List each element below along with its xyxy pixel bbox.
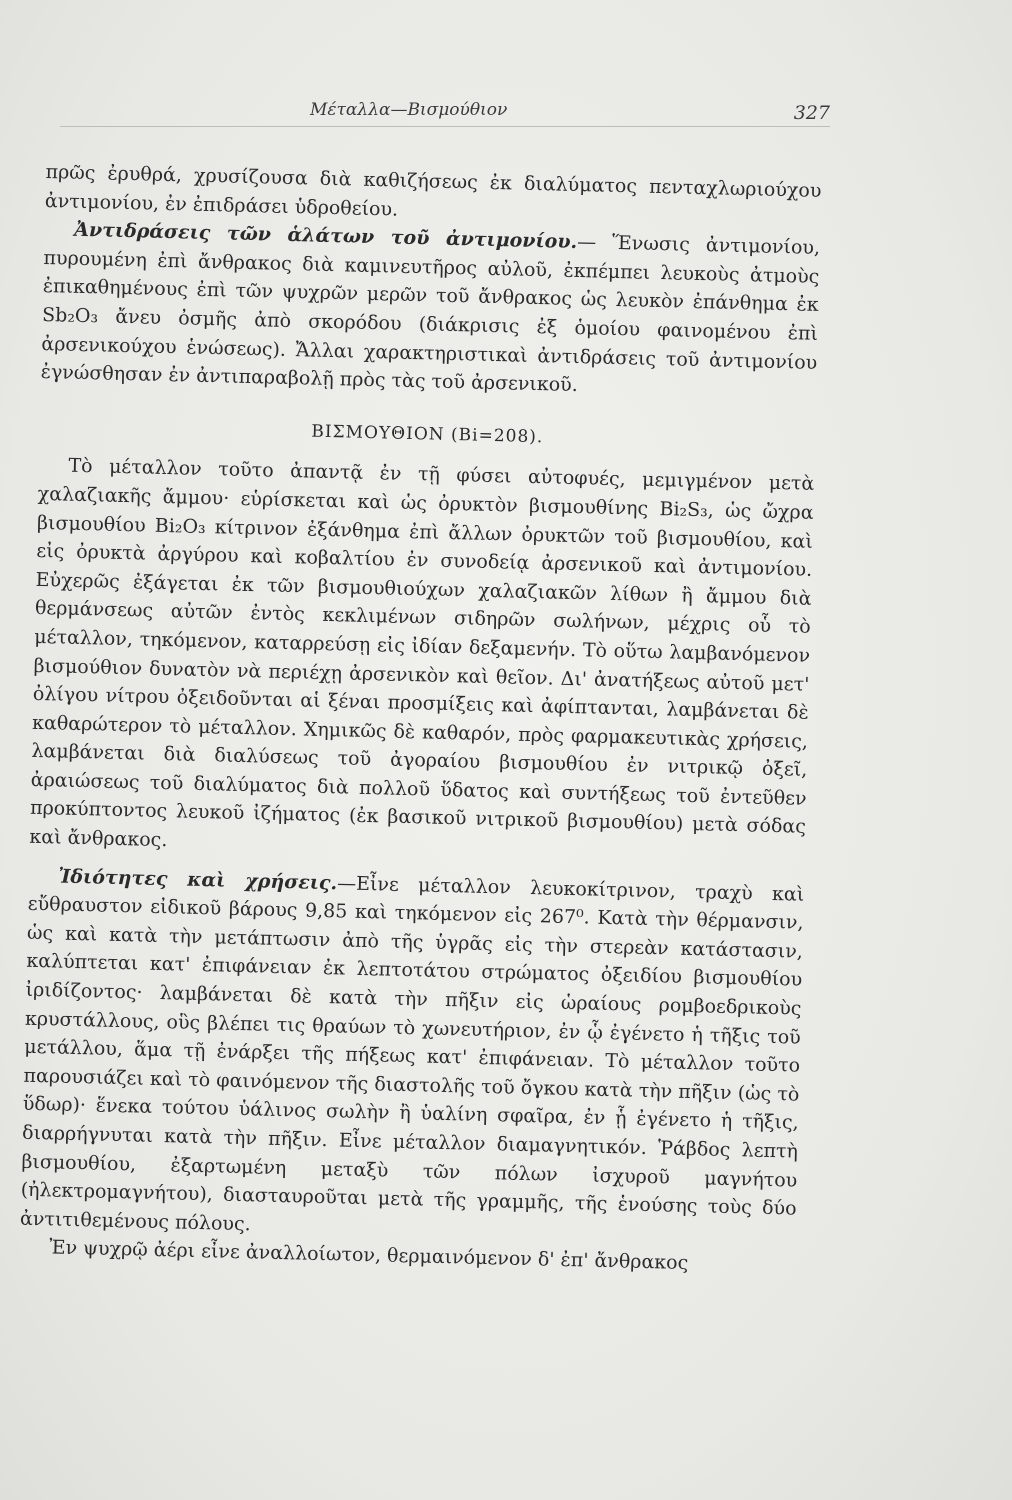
reactions-text: — Ἕνωσις ἀντιμονίου, πυρουμένη ἐπὶ ἄνθρακος διὰ καμινευτῆρος αὐλοῦ, ἐκπέμπει λευκοὺς ἀτμοὺς ἐπικαθημένους ἐπὶ τῶν ψυχρῶν μερῶν τοῦ ἄνθρακος ὡς λευκὸν ἐπάνθημα ἐκ Sb₂O₃ ἄνευ ὀσμῆς ἀπὸ σκορόδου (διάκρισις ἐξ ὁμοίου φαινομένου ἐπὶ ἀρσενικούχου ἑνώσεως). Ἄλλαι χαρακτηριστικαὶ ἀντιδράσεις τοῦ ἀντιμονίου ἐγνώσθησαν ἐν ἀντιπαραβολῇ πρὸς τὰς τοῦ ἀρσενικοῦ. [40,231,821,397]
antimony-intro-paragraph: πρῶς ἐρυθρά, χρυσίζουσα διὰ καθιζήσεως ἐκ διαλύματος πενταχλωριούχου ἀντιμονίου, ἐν ἐπιδράσει ὑδροθείου. [44,160,822,221]
antimony-reactions-paragraph [40,215,820,405]
page-number: 327 [793,102,830,124]
running-title: Μέταλλα—Βισμούθιον [310,100,508,120]
properties-section-title: Ἰδιότητες καὶ χρήσεις. [58,865,338,894]
properties-text: —Εἶνε μέταλλον λευκοκίτρινον, τραχὺ καὶ εὔθραυστον εἰδικοῦ βάρους 9,85 καὶ τηκόμενον εἰς 267⁰. Κατὰ τὴν θέρμανσιν, ὡς καὶ κατὰ τὴν μετάπτωσιν ἀπὸ τῆς ὑγρᾶς εἰς τὴν στερεὰν κατάστασιν, καλύπτεται κατ' ἐπιφάνειαν ἐκ λεπτοτάτου στρώματος ὀξειδίου βισμουθίου ἰριδίζοντος· λαμβάνεται δὲ κατὰ τὴν πῆξιν εἰς ὡραίους ρομβοεδρικοὺς κρυστάλλους, οὓς βλέπει τις θραύων τὸ χωνευτήριον, ἐν ᾧ ἐγένετο ἡ τῆξις τοῦ μετάλλου, ἅμα τῇ ἐνάρξει τῆς πήξεως κατ' ἐπιφάνειαν. Τὸ μέταλλον τοῦτο παρουσιάζει καὶ τὸ φαινόμενον τῆς διαστολῆς τοῦ ὄγκου κατὰ τὴν πῆξιν (ὡς τὸ ὕδωρ)· ἕνεκα τούτου ὑάλινος σωλὴν ἢ ὑαλίνη σφαῖρα, ἐν ᾗ ἐγένετο ἡ τῆξις, διαρρήγνυται κατὰ τὴν πῆξιν. Εἶνε μέταλλον διαμαγνητικόν. Ῥάβδος λεπτὴ βισμουθίου, ἐξαρτωμένη μεταξὺ τῶν πόλων ἰσχυροῦ μαγνήτου (ἠλεκτρομαγνήτου), διασταυροῦται μετὰ τῆς γραμμῆς, τῆς ἑνούσης τοὺς δύο ἀντιτιθεμένους πόλους. [19,871,805,1236]
properties-paragraph [20,861,805,1252]
closing-line: Ἐν ψυχρῷ ἀέρι εἶνε ἀναλλοίωτον, θερμαινόμενον δ' ἐπ' ἄνθρακος [49,1236,689,1275]
reactions-section-title: Ἀντιδράσεις τῶν ἁλάτων τοῦ ἀντιμονίου. [73,218,578,254]
bismuth-heading: ΒΙΣΜΟΥΘΙΟΝ (Bi=208). [311,421,544,447]
body-text [19,158,822,1281]
bismuth-paragraph: Τὸ μέταλλον τοῦτο ἀπαντᾷ ἐν τῇ φύσει αὐτοφυές, μεμιγμένον μετὰ χαλαζιακῆς ἄμμου· εὑρίσκεται καὶ ὡς ὀρυκτὸν βισμουθίνης Bi₂S₃, ὡς ὤχρα βισμουθίου Bi₂O₃ κίτρινον ἐξάνθημα ἐπὶ ἄλλων ὀρυκτῶν τοῦ βισμουθίου, καὶ εἰς ὀρυκτὰ ἀργύρου καὶ κοβαλτίου ἐν συνοδείᾳ ἀρσενικοῦ καὶ ἀντιμονίου. Εὐχερῶς ἐξάγεται ἐκ τῶν βισμουθιούχων χαλαζιακῶν λίθων ἢ ἄμμου διὰ θερμάνσεως αὐτῶν ἐντὸς κεκλιμένων σιδηρῶν σωλήνων, μέχρις οὗ τὸ μέταλλον, τηκόμενον, καταρρεύσῃ εἰς ἰδίαν δεξαμενήν. Τὸ οὕτω λαμβανόμενον βισμούθιον δυνατὸν νὰ περιέχῃ ἀρσενικὸν καὶ θεῖον. Δι' ἀνατήξεως αὐτοῦ μετ' ὀλίγου νίτρου ὀξειδοῦνται αἱ ξέναι προσμίξεις καὶ ἀφίπτανται, λαμβάνεται δὲ καθαρώτερον τὸ μέταλλον. Χημικῶς δὲ καθαρόν, πρὸς φαρμακευτικὰς χρήσεις, λαμβάνεται διὰ διαλύσεως τοῦ ἀγοραίου βισμουθίου ἐν νιτρικῷ ὀξεῖ, ἀραιώσεως τοῦ διαλύματος διὰ πολλοῦ ὕδατος καὶ συντήξεως τοῦ ἐντεῦθεν προκύπτοντος λευκοῦ ἰζήματος (ἐκ βασικοῦ νιτρικοῦ βισμουθίου) μετὰ σόδας καὶ ἄνθρακος. [29,454,815,852]
page-header [60,96,830,127]
